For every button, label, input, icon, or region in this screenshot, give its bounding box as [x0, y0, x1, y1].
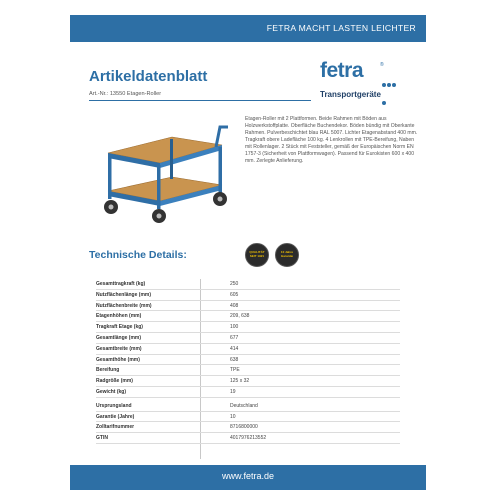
- spec-row: [96, 387, 400, 398]
- logo-dots: [382, 74, 400, 110]
- spec-row: [96, 301, 400, 312]
- spec-value: 408: [230, 302, 239, 309]
- logo-registered-mark: ®: [380, 62, 384, 68]
- spec-label: Bereifung: [96, 367, 120, 374]
- logo-tagline: Transportgeräte: [320, 90, 381, 99]
- document-title: Artikeldatenblatt: [89, 68, 208, 85]
- spec-row: [96, 422, 400, 433]
- quality-seal-badge: [245, 243, 269, 267]
- product-description: Etagen-Roller mit 2 Plattformen. Beide Rahmen mit Böden aus Holzwerkstoffplatte. Oberfläche Buchendekor. Böden bündig mit Oberkante Rahmen. Pulverbeschichtet blau RAL 5007. Lichter Etagenabstand 400 mm. Tragkraft obere Ladefläche 100 kg. 4 Lenkrollen mit TPE-Bereifung, Naben mit Rollenlager. 2 Stück mit Feststeller, gemäß der Europäischen Norm EN 1757-3 (Sicherheit von Plattformwagen). Passend für Eurokisten 600 x 400 mm. Zerlegte Anlieferung.: [245, 116, 418, 164]
- spec-value: 125 x 32: [230, 378, 250, 385]
- spec-value: 100: [230, 324, 239, 331]
- top-banner: [70, 15, 426, 42]
- spec-label: Gesamtbreite (mm): [96, 345, 142, 352]
- spec-label: Tragkraft Etage (kg): [96, 324, 143, 331]
- spec-value: 250: [230, 281, 239, 287]
- spec-label: Gesamthöhe (mm): [96, 356, 140, 363]
- spec-label: Gesamttragkraft (kg): [96, 281, 146, 287]
- spec-row: [96, 322, 400, 333]
- spec-value: 4017976213552: [230, 435, 267, 442]
- spec-row: [96, 311, 400, 322]
- spec-row: [96, 290, 400, 301]
- technical-details-heading: Technische Details:: [89, 249, 187, 261]
- spec-row: [96, 365, 400, 376]
- spec-label: Gewicht (kg): [96, 388, 127, 395]
- spec-row: [96, 412, 400, 423]
- spec-value: 638: [230, 356, 239, 363]
- banner-slogan: FETRA MACHT LASTEN LEICHTER: [266, 23, 416, 33]
- spec-row: [96, 401, 400, 412]
- spec-label: Radgröße (mm): [96, 378, 133, 385]
- spec-label: Nutzflächenbreite (mm): [96, 302, 152, 309]
- spec-value: 605: [230, 291, 239, 298]
- spec-value: 8716800000: [230, 424, 258, 431]
- warranty-seal-text: 10 Jahre Garantie: [280, 250, 294, 258]
- spec-value: Deutschland: [230, 402, 258, 409]
- spec-label: Zolltarifnummer: [96, 424, 135, 431]
- spec-row: [96, 279, 400, 290]
- spec-table: [96, 279, 400, 444]
- title-underline: [89, 100, 311, 101]
- spec-row: [96, 344, 400, 355]
- product-image: [90, 115, 230, 225]
- spec-label: Gesamtlänge (mm): [96, 334, 142, 341]
- spec-label: Garantie (Jahre): [96, 413, 135, 420]
- spec-row: [96, 376, 400, 387]
- spec-row: [96, 433, 400, 444]
- spec-label: Etagenhöhen (mm): [96, 313, 142, 320]
- quality-seal-text: QUALITÄT SEIT 1921: [249, 250, 265, 258]
- spec-value: 209, 638: [230, 313, 250, 320]
- spec-value: TPE: [230, 367, 240, 374]
- spec-value: 10: [230, 413, 236, 420]
- article-number: Art.-Nr.: 13550 Etagen-Roller: [89, 91, 162, 97]
- spec-label: Ursprungsland: [96, 402, 132, 409]
- fetra-logo: [320, 59, 400, 91]
- bottom-banner: [70, 465, 426, 490]
- spec-row: [96, 333, 400, 344]
- spec-value: 414: [230, 345, 239, 352]
- spec-label: Nutzflächenlänge (mm): [96, 291, 152, 298]
- logo-wordmark: fetra: [320, 59, 364, 82]
- warranty-seal-badge: [275, 243, 299, 267]
- spec-value: 19: [230, 388, 236, 395]
- spec-label: GTIN: [96, 435, 108, 442]
- spec-row: [96, 355, 400, 366]
- spec-value: 677: [230, 334, 239, 341]
- website-link[interactable]: www.fetra.de: [221, 471, 275, 481]
- datasheet-page: [70, 15, 426, 490]
